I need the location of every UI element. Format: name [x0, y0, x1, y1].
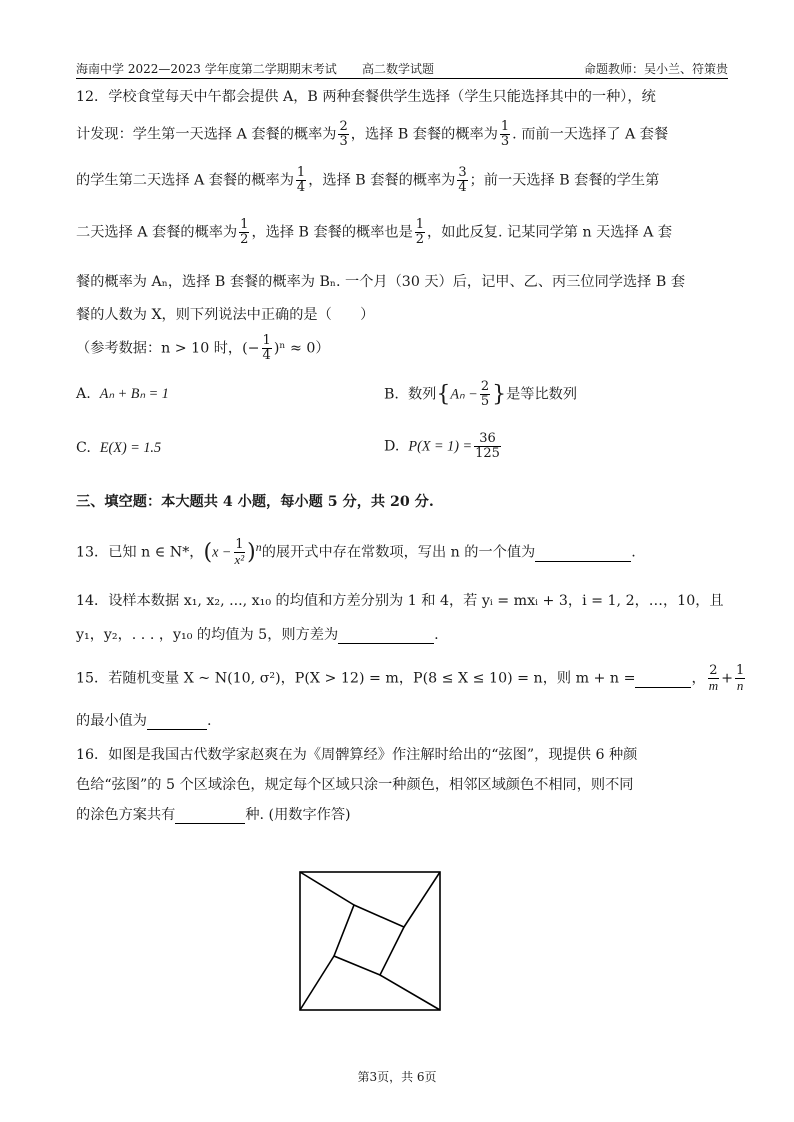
fraction-2-m: $\frac{2}{m}$	[708, 663, 719, 693]
q12-line4: 二天选择 A 套餐的概率为 $\frac{1}{2}$ ，选择 B 套餐的概率也是 $\frac{1}{2}$ ，如此反复. 记某同学第 n 天选择 A 套	[76, 217, 673, 247]
q16-line2: 色给“弦图”的 5 个区域涂色，规定每个区域只涂一种颜色，相邻区域颜色不相同，则不同	[76, 777, 634, 793]
q12-line3: 的学生第二天选择 A 套餐的概率为 $\frac{1}{4}$ ，选择 B 套餐的概率为 $\frac{3}{4}$ ；前一天选择 B 套餐的学生第	[76, 165, 660, 195]
fraction-3-4: $\frac{3}{4}$	[458, 165, 467, 195]
q16-answer-blank[interactable]	[175, 807, 245, 824]
option-d: D. P(X = 1) = $\frac{36}{125}$	[384, 431, 500, 461]
fraction-1-x2: $\frac{1}{\text{x²}}$	[234, 537, 245, 567]
q12-line6: 餐的人数为 X，则下列说法中正确的是（ ）	[76, 307, 375, 323]
exam-title: 海南中学 2022—2023 学年度第二学期期末考试	[76, 62, 337, 76]
q13-answer-blank[interactable]	[535, 545, 631, 562]
q16-line3: 的涂色方案共有 种. (用数字作答)	[76, 807, 351, 823]
q14-line1: 14．设样本数据 x₁, x₂, ..., x₁₀ 的均值和方差分别为 1 和 4，若 yᵢ = mxᵢ + 3，i = 1, 2，…，10，且	[76, 593, 724, 609]
q15-answer-blank-1[interactable]	[635, 671, 691, 688]
fraction-1-4-ref: $\frac{1}{4}$	[262, 333, 271, 363]
fraction-36-125: $\frac{36}{125}$	[475, 431, 500, 461]
right-triangle-left	[300, 956, 334, 1010]
fraction-1-3: $\frac{1}{3}$	[500, 119, 510, 149]
q15-line2: 的最小值为 .	[76, 713, 212, 729]
q12-line1: 12．学校食堂每天中午都会提供 A，B 两种套餐供学生选择（学生只能选择其中的一种），统	[76, 89, 656, 105]
q12-line5: 餐的概率为 Aₙ，选择 B 套餐的概率为 Bₙ. 一个月（30 天）后，记甲、乙、丙三位同学选择 B 套	[76, 274, 686, 290]
option-c: C. E(X) = 1.5	[76, 440, 162, 456]
fraction-1-n: $\frac{1}{n}$	[735, 663, 745, 693]
inner-square	[334, 905, 404, 975]
fraction-2-5: $\frac{2}{5}$	[480, 379, 490, 409]
section-heading: 三、填空题：本大题共 4 小题，每小题 5 分，共 20 分.	[76, 494, 434, 510]
teacher-credit: 命题教师：吴小兰、符策贵	[583, 62, 728, 76]
q15-line1: 15．若随机变量 X ~ N(10, σ²)，P(X > 12) = m，P(8 ≤ X ≤ 10) = n，则 m + n = ， $\frac{2}{m}$ + $\frac{1}{n}$	[76, 663, 745, 693]
option-b: B. 数列{Aₙ − $\frac{2}{5}$ }是等比数列	[384, 379, 578, 409]
q14-line2: y₁，y₂，. . . ，y₁₀ 的均值为 5，则方差为 .	[76, 627, 439, 643]
fraction-1-2-a: $\frac{1}{2}$	[240, 217, 249, 247]
q15-answer-blank-2[interactable]	[147, 713, 207, 730]
hypotenuse-diagram	[299, 871, 443, 1013]
page-header	[76, 58, 728, 79]
q12-line2: 计发现：学生第一天选择 A 套餐的概率为 $\frac{2}{3}$ ，选择 B 套餐的概率为 $\frac{1}{3}$ . 而前一天选择了 A 套餐	[76, 119, 669, 149]
outer-square	[300, 872, 440, 1010]
right-triangle-right	[404, 872, 440, 927]
page-footer: 第3页，共 6页	[357, 1070, 437, 1084]
fraction-1-4: $\frac{1}{4}$	[296, 165, 306, 195]
right-triangle-bottom	[380, 975, 440, 1010]
q12-reference-data: （参考数据：n > 10 时，(− $\frac{1}{4}$ )ⁿ ≈ 0）	[76, 333, 330, 363]
q14-answer-blank[interactable]	[338, 627, 434, 644]
option-a: A. Aₙ + Bₙ = 1	[76, 386, 169, 402]
fraction-2-3: $\frac{2}{3}$	[339, 119, 348, 149]
fraction-1-2-b: $\frac{1}{2}$	[415, 217, 425, 247]
q13: 13．已知 n ∈ N*，(x − $\frac{1}{\text{x²}}$ )$^n$的展开式中存在常数项，写出 n 的一个值为 .	[76, 537, 636, 567]
q16-line1: 16．如图是我国古代数学家赵爽在为《周髀算经》作注解时给出的“弦图”，现提供 6 种颜	[76, 747, 638, 763]
subject-title: 高二数学试题	[362, 62, 435, 76]
right-triangle-top	[300, 872, 354, 905]
